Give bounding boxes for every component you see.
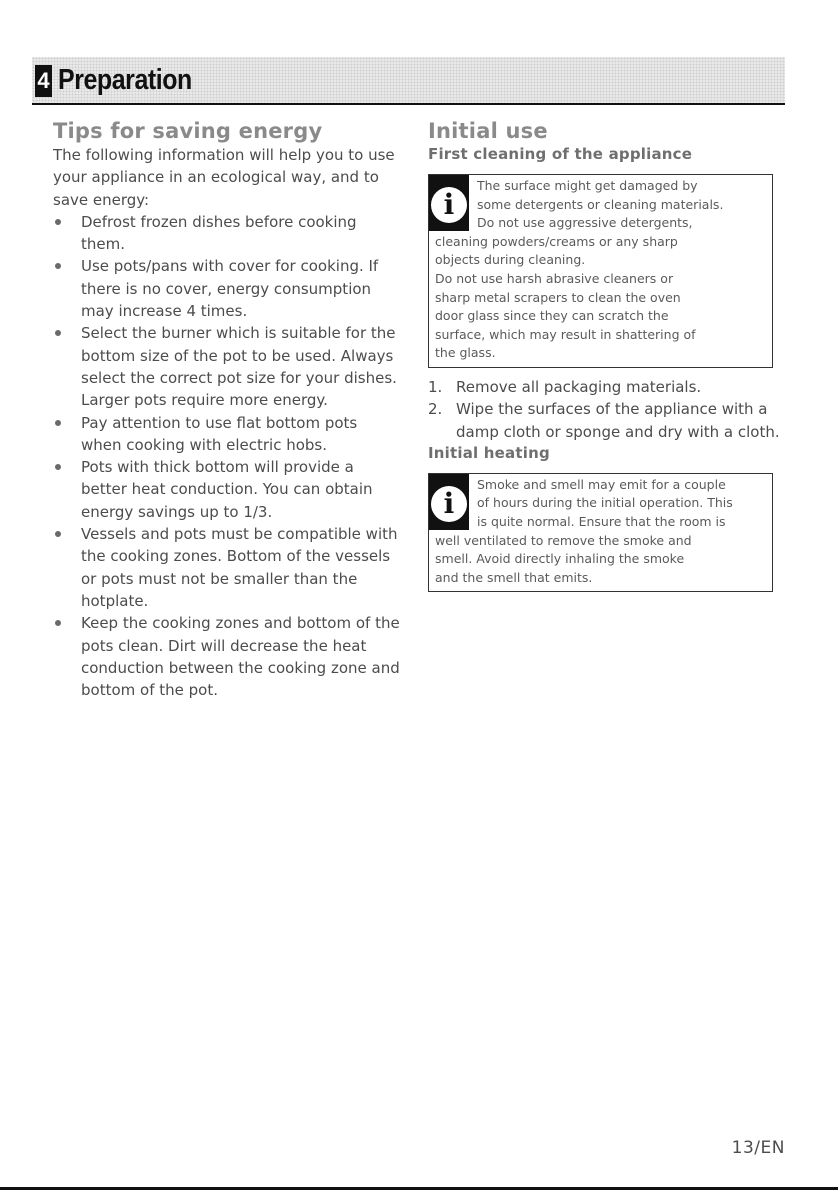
list-item: [53, 523, 401, 612]
bullet-icon: [55, 420, 61, 426]
notice-line: objects during cleaning.: [435, 252, 586, 268]
tip-text: Vessels and pots must be compatible with the cooking zones. Bottom of the vessels or pots must not be smaller than the hotplate.: [81, 525, 398, 610]
bullet-icon: [55, 464, 61, 470]
list-item: [53, 211, 401, 256]
tips-list: [53, 211, 401, 702]
notice-line: Do not use aggressive detergents,: [477, 215, 693, 231]
heating-notice: [428, 473, 773, 593]
list-item: [428, 398, 780, 443]
chapter-title: Preparation: [58, 64, 192, 96]
notice-line: cleaning powders/creams or any sharp: [435, 233, 678, 249]
tip-text: Pay attention to use flat bottom pots when cooking with electric hobs.: [81, 413, 358, 454]
tip-text: Use pots/pans with cover for cooking. If there is no cover, energy consumption may increase 4 times.: [81, 257, 379, 321]
right-column: [428, 118, 780, 600]
bullet-icon: [55, 531, 61, 537]
notice-line: door glass since they can scratch the: [435, 308, 669, 324]
info-icon: [429, 474, 469, 530]
tip-text: Defrost frozen dishes before cooking them.: [81, 212, 357, 254]
notice-line: of hours during the initial operation. This: [477, 495, 733, 511]
notice-line: surface, which may result in shattering of: [435, 326, 696, 342]
tips-heading: Tips for saving energy: [53, 119, 323, 143]
cleaning-notice: [428, 174, 773, 368]
step-text: Remove all packaging materials.: [456, 377, 702, 396]
info-glyph: i: [431, 187, 467, 223]
tips-intro: The following information will help you to use your appliance in an ecological way, and to save energy:: [53, 146, 395, 209]
notice-line: The surface might get damaged by: [477, 178, 698, 193]
initial-use-heading: Initial use: [428, 119, 548, 143]
step-number: 1.: [428, 377, 443, 396]
cleaning-steps: [428, 376, 780, 443]
initial-heating-heading: Initial heating: [428, 443, 550, 462]
notice-line: sharp metal scrapers to clean the oven: [435, 289, 681, 305]
bottom-rule: [0, 1187, 838, 1190]
bullet-icon: [55, 330, 61, 336]
list-item: [428, 376, 780, 398]
notice-line: the glass.: [435, 345, 496, 361]
notice-line: Do not use harsh abrasive cleaners or: [435, 270, 674, 286]
tip-text: Keep the cooking zones and bottom of the pots clean. Dirt will decrease the heat conduction between the cooking zone and bottom of the pot.: [81, 614, 400, 700]
notice-line: smell. Avoid directly inhaling the smoke: [435, 551, 685, 567]
left-column: [53, 118, 401, 701]
notice-line: some detergents or cleaning materials.: [477, 196, 724, 212]
step-number: 2.: [428, 400, 443, 419]
bullet-icon: [55, 219, 61, 225]
bullet-icon: [55, 263, 61, 269]
step-text: Wipe the surfaces of the appliance with a damp cloth or sponge and dry with a cloth.: [456, 400, 780, 441]
notice-line: well ventilated to remove the smoke and: [435, 532, 692, 548]
list-item: [53, 456, 401, 523]
info-icon: [429, 175, 469, 231]
chapter-number: 4: [35, 65, 52, 97]
bullet-icon: [55, 620, 61, 626]
chapter-banner: [32, 57, 785, 105]
first-cleaning-heading: First cleaning of the appliance: [428, 145, 693, 163]
list-item: [53, 322, 401, 411]
notice-line: Smoke and smell may emit for a couple: [477, 476, 726, 492]
tips-body: [53, 144, 401, 701]
tip-text: Select the burner which is suitable for the bottom size of the pot to be used. Always select the correct pot size for your dishes. Larger pots require more energy.: [81, 324, 397, 410]
list-item: [53, 255, 401, 322]
tip-text: Pots with thick bottom will provide a better heat conduction. You can obtain energy savings up to 1/3.: [81, 458, 373, 521]
notice-line: and the smell that emits.: [435, 569, 593, 585]
list-item: [53, 612, 401, 701]
notice-line: is quite normal. Ensure that the room is: [477, 514, 726, 530]
info-glyph: i: [431, 486, 467, 522]
page-number: 13/EN: [731, 1138, 785, 1158]
list-item: [53, 412, 401, 457]
